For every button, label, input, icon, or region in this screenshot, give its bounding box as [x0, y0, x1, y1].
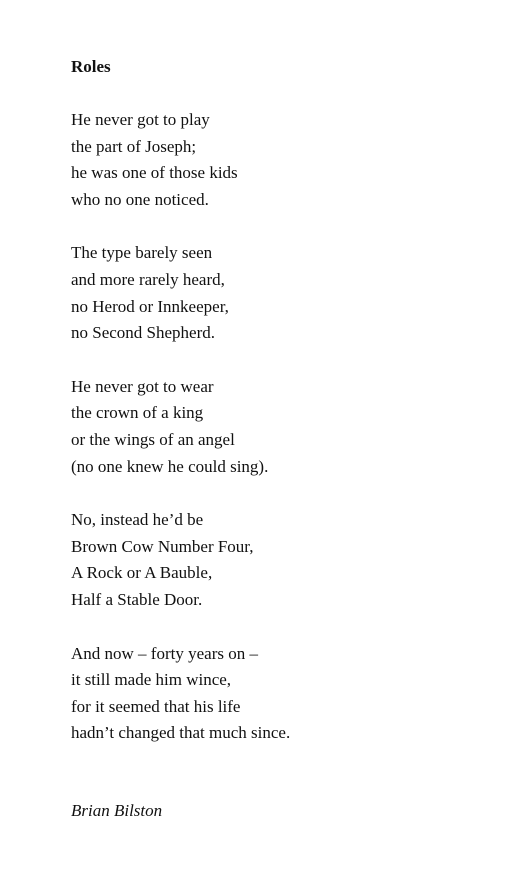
poem-line: the crown of a king: [71, 403, 204, 423]
poem-line: hadn’t changed that much since.: [71, 723, 291, 743]
stanza-1: [71, 107, 511, 213]
poem-line: And now – forty years on –: [71, 643, 258, 663]
poem-line: Brown Cow Number Four,: [71, 536, 254, 556]
poem-line: A Rock or A Bauble,: [71, 563, 213, 583]
poem-line: who no one noticed.: [71, 189, 209, 209]
poem-line: for it seemed that his life: [71, 696, 241, 716]
poem-line: (no one knew he could sing).: [71, 456, 269, 476]
poem-line: and more rarely heard,: [71, 269, 225, 289]
poem-line: Half a Stable Door.: [71, 589, 203, 609]
stanza-4: [71, 507, 511, 613]
poem-line: or the wings of an angel: [71, 429, 235, 449]
poem-line: No, instead he’d be: [71, 510, 204, 530]
poem-title: Roles: [71, 57, 111, 76]
poem-line: it still made him wince,: [71, 670, 232, 690]
poem-line: He never got to play: [71, 110, 210, 129]
poem-line: he was one of those kids: [71, 163, 238, 183]
poem-author: Brian Bilston: [71, 801, 163, 820]
poem-line: the part of Joseph;: [71, 136, 197, 156]
poem-page: [71, 54, 511, 774]
poem-line: He never got to wear: [71, 376, 214, 396]
stanza-3: [71, 374, 511, 480]
stanza-5: [71, 641, 511, 747]
poem-line: no Second Shepherd.: [71, 323, 216, 343]
stanza-2: [71, 240, 511, 346]
poem-line: The type barely seen: [71, 243, 213, 263]
poem-line: no Herod or Innkeeper,: [71, 296, 229, 316]
